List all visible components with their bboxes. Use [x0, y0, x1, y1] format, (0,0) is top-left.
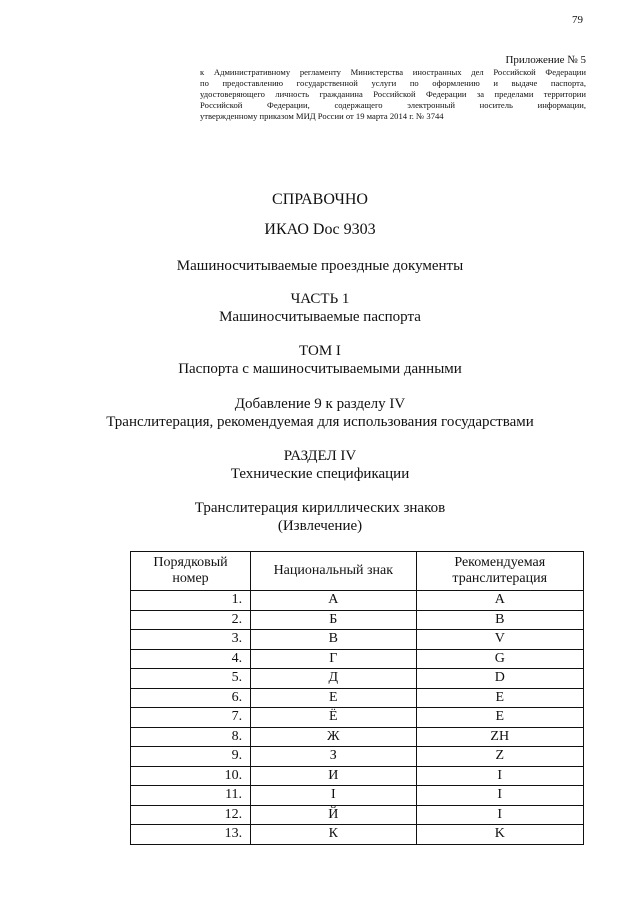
- table-body: [131, 591, 584, 845]
- row-number: 6.: [131, 688, 251, 708]
- supplement-heading: Добавление 9 к разделу IV: [234, 396, 406, 412]
- table-row: [131, 805, 584, 825]
- header-number-line1: Порядковый: [153, 555, 228, 570]
- row-number: 3.: [131, 630, 251, 650]
- national-char: І: [251, 786, 416, 806]
- appendix-line: утвержденному приказом МИД России от 19 марта 2014 г. № 3744: [200, 111, 444, 121]
- table-row: [131, 630, 584, 650]
- translit-value: A: [416, 591, 584, 611]
- translit-value: V: [416, 630, 584, 650]
- page-number: 79: [572, 14, 583, 26]
- row-number: 7.: [131, 708, 251, 728]
- translit-value: Z: [416, 747, 584, 767]
- row-number: 5.: [131, 669, 251, 689]
- national-char: Д: [251, 669, 416, 689]
- table-row: [131, 786, 584, 806]
- national-char: З: [251, 747, 416, 767]
- table-row: [131, 669, 584, 689]
- table-subtitle: (Извлечение): [277, 518, 363, 534]
- national-char: Г: [251, 649, 416, 669]
- section-title: Технические спецификации: [230, 466, 410, 482]
- national-char: Ж: [251, 727, 416, 747]
- table-row: [131, 766, 584, 786]
- doc-title: Машиносчитываемые проездные документы: [176, 258, 464, 274]
- national-char: К: [251, 825, 416, 845]
- transliteration-table: [130, 551, 584, 845]
- appendix-line: удостоверяющего личность гражданина Российской Федерации за пределами территории: [200, 89, 586, 99]
- table-row: [131, 708, 584, 728]
- translit-value: K: [416, 825, 584, 845]
- row-number: 10.: [131, 766, 251, 786]
- translit-value: I: [416, 805, 584, 825]
- table-row: [131, 591, 584, 611]
- table-row: [131, 649, 584, 669]
- row-number: 11.: [131, 786, 251, 806]
- volume-heading: ТОМ I: [299, 343, 341, 359]
- reference-heading: СПРАВОЧНО: [272, 191, 368, 208]
- row-number: 4.: [131, 649, 251, 669]
- national-char: Е: [251, 688, 416, 708]
- volume-title: Паспорта с машиносчитываемыми данными: [178, 361, 462, 377]
- table-row: [131, 727, 584, 747]
- row-number: 8.: [131, 727, 251, 747]
- national-char: Б: [251, 610, 416, 630]
- header-number-line2: номер: [172, 571, 209, 586]
- table-row: [131, 747, 584, 767]
- header-translit: [416, 552, 584, 591]
- translit-value: E: [416, 688, 584, 708]
- table-row: [131, 610, 584, 630]
- translit-value: ZH: [416, 727, 584, 747]
- appendix-header: [200, 54, 586, 122]
- translit-value: G: [416, 649, 584, 669]
- appendix-line: по предоставлению государственной услуги по оформлению и выдаче паспорта,: [200, 78, 586, 88]
- national-char: И: [251, 766, 416, 786]
- header-number: [131, 552, 251, 591]
- appendix-line: Российской Федерации, содержащего электронный носитель информации,: [200, 100, 586, 110]
- doc-heading: ИКАО Doc 9303: [264, 221, 376, 238]
- table-title: Транслитерация кириллических знаков: [194, 500, 446, 516]
- table-header-row: [131, 552, 584, 591]
- appendix-title: Приложение № 5: [505, 54, 586, 66]
- supplement-title: Транслитерация, рекомендуемая для использования государствами: [106, 414, 534, 430]
- part-heading: ЧАСТЬ 1: [290, 291, 350, 307]
- table-row: [131, 825, 584, 845]
- translit-value: D: [416, 669, 584, 689]
- national-char: А: [251, 591, 416, 611]
- part-title: Машиносчитываемые паспорта: [219, 309, 421, 325]
- translit-value: I: [416, 786, 584, 806]
- section-heading: РАЗДЕЛ IV: [283, 448, 357, 464]
- header-national: Национальный знак: [251, 552, 416, 591]
- row-number: 12.: [131, 805, 251, 825]
- appendix-line: к Административному регламенту Министерства иностранных дел Российской Федерации: [200, 67, 586, 77]
- table-row: [131, 688, 584, 708]
- national-char: Й: [251, 805, 416, 825]
- row-number: 9.: [131, 747, 251, 767]
- national-char: В: [251, 630, 416, 650]
- translit-value: B: [416, 610, 584, 630]
- header-translit-line2: транслитерация: [452, 571, 548, 586]
- national-char: Ё: [251, 708, 416, 728]
- row-number: 1.: [131, 591, 251, 611]
- row-number: 2.: [131, 610, 251, 630]
- row-number: 13.: [131, 825, 251, 845]
- translit-value: E: [416, 708, 584, 728]
- header-translit-line1: Рекомендуемая: [454, 555, 546, 570]
- translit-value: I: [416, 766, 584, 786]
